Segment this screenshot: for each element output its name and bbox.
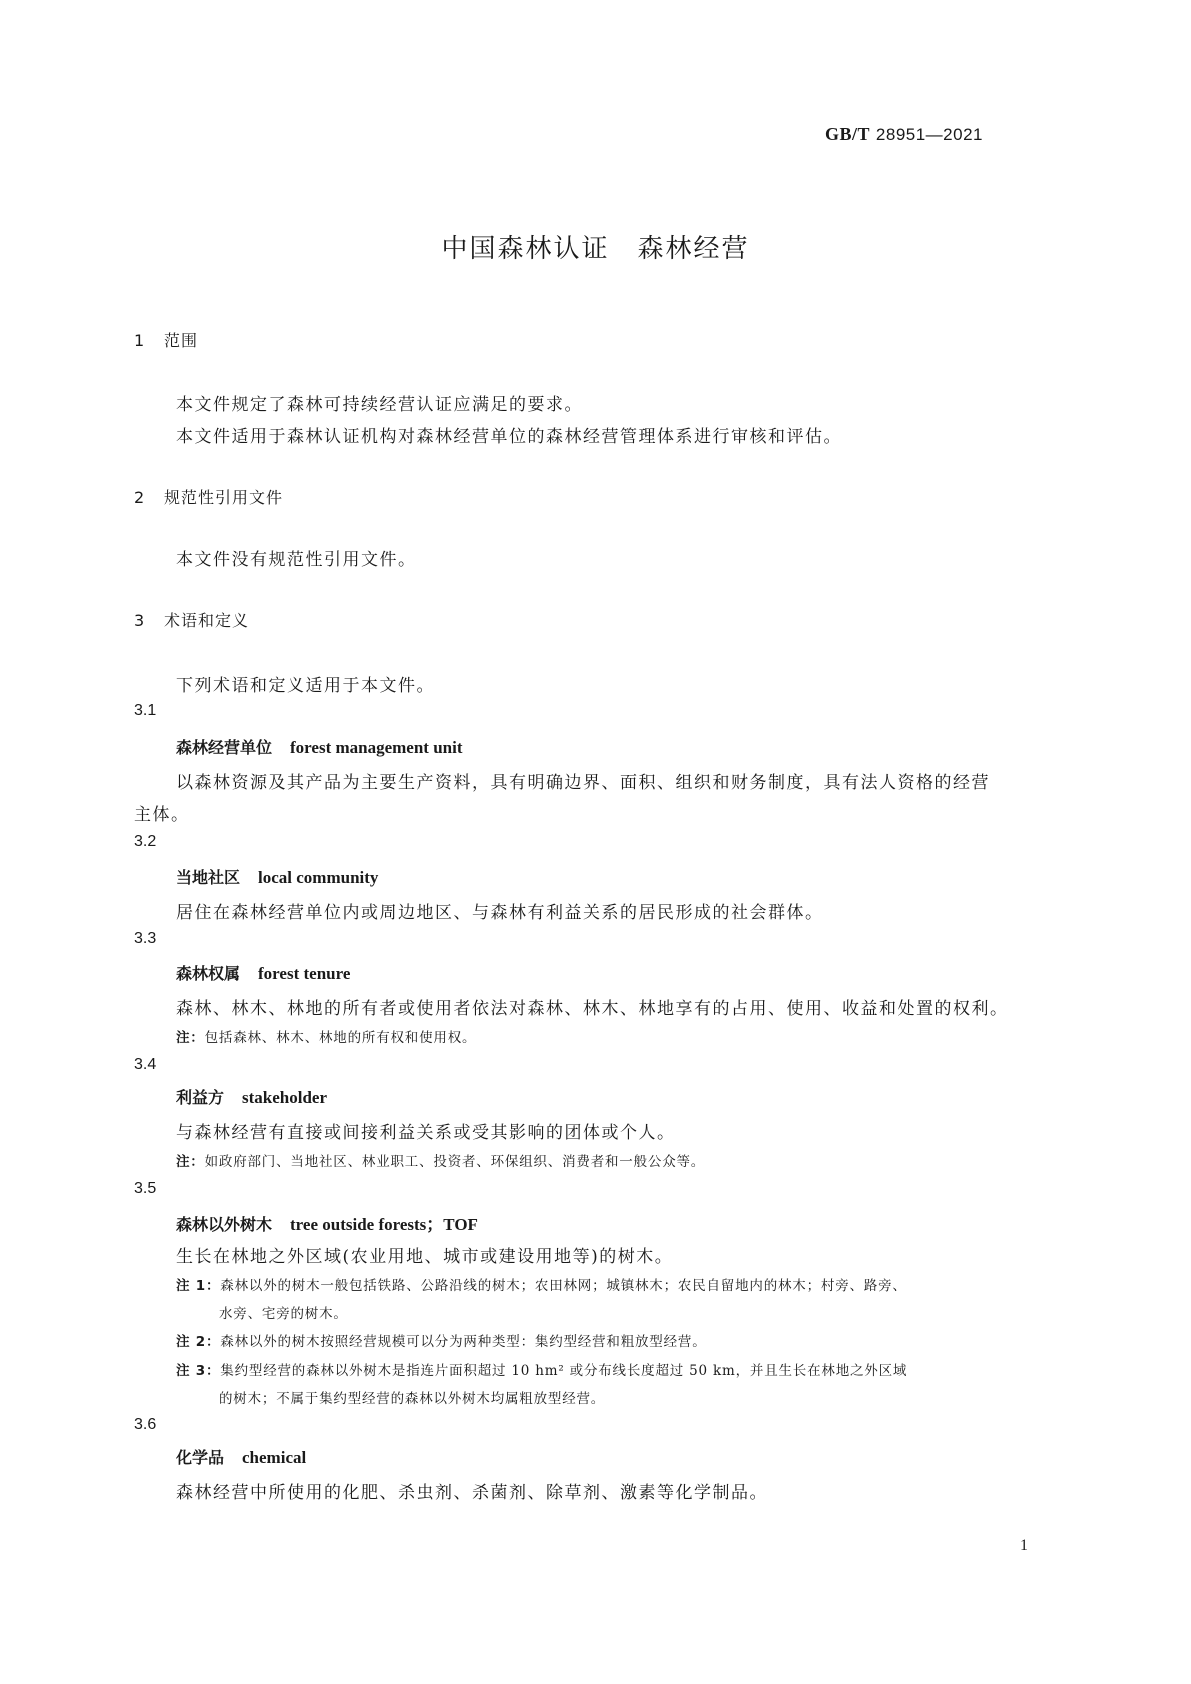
standard-prefix: GB/T [824,124,870,144]
clause-number: 3.5 [134,1180,157,1197]
paragraph: 下列术语和定义适用于本文件。 [176,676,435,696]
note-text: 森林以外的树木按照经营规模可以分为两种类型：集约型经营和粗放型经营。 [220,1334,707,1350]
document-title [0,228,1191,265]
note-text: 集约型经营的森林以外树木是指连片面积超过 10 hm² 或分布线长度超过 50 km，并且生长在林地之外区域 [220,1363,908,1379]
term-en: local community [258,868,379,887]
title-part-1: 中国森林认证 [441,234,610,264]
standard-code-header [825,124,983,145]
term-zh: 森林经营单位 [176,738,273,757]
clause-number: 3.2 [134,833,157,850]
note-1-continued: 水旁、宅旁的树木。 [219,1306,348,1322]
note-3 [176,1359,907,1379]
note-2 [176,1330,707,1350]
note-text: 如政府部门、当地社区、林业职工、投资者、环保组织、消费者和一般公众等。 [204,1154,706,1170]
term-heading [176,961,350,984]
term-en: stakeholder [242,1088,328,1107]
section-title: 术语和定义 [164,611,250,630]
note-label: 注 2： [176,1334,221,1350]
note [176,1026,476,1046]
term-definition: 森林经营中所使用的化肥、杀虫剂、杀菌剂、除草剂、激素等化学制品。 [176,1483,768,1503]
section-heading-2 [134,485,283,508]
term-definition: 森林、林木、林地的所有者或使用者依法对森林、林木、林地享有的占用、使用、收益和处置的权利。 [176,999,1009,1019]
clause-number: 3.3 [134,930,157,947]
term-heading [176,1445,306,1468]
term-en: tree outside forests；TOF [290,1215,478,1234]
clause-number: 3.6 [134,1416,157,1433]
paragraph: 本文件规定了森林可持续经营认证应满足的要求。 [176,395,583,415]
note-label: 注 1： [176,1278,221,1294]
note-label: 注 3： [176,1363,221,1379]
term-zh: 当地社区 [176,868,241,887]
section-title: 规范性引用文件 [164,488,284,507]
note-1 [176,1274,907,1294]
paragraph: 本文件适用于森林认证机构对森林经营单位的森林经营管理体系进行审核和评估。 [176,427,842,447]
term-definition: 居住在森林经营单位内或周边地区、与森林有利益关系的居民形成的社会群体。 [176,903,824,923]
title-part-2: 森林经营 [637,234,750,264]
clause-number: 3.4 [134,1056,157,1073]
term-definition-continued: 主体。 [134,805,190,825]
note-text: 包括森林、林木、林地的所有权和使用权。 [204,1030,477,1046]
section-number: 2 [134,488,146,507]
note-text: 森林以外的树木一般包括铁路、公路沿线的树木；农田林网；城镇林木；农民自留地内的林木；村旁、路旁、 [220,1278,907,1294]
note-label: 注： [176,1030,205,1046]
section-title: 范围 [164,331,199,350]
page-number: 1 [1020,1537,1028,1554]
term-heading [176,1210,478,1235]
note-3-continued: 的树木；不属于集约型经营的森林以外树木均属粗放型经营。 [219,1391,606,1407]
term-definition: 生长在林地之外区域(农业用地、城市或建设用地等)的树木。 [176,1247,674,1267]
section-number: 3 [134,611,146,630]
term-definition: 与森林经营有直接或间接利益关系或受其影响的团体或个人。 [176,1123,676,1143]
term-zh: 森林以外树木 [176,1215,273,1234]
section-heading-3 [134,608,249,631]
term-heading [176,735,463,758]
term-en: forest tenure [258,964,351,983]
section-heading-1 [134,328,198,351]
note-label: 注： [176,1154,205,1170]
standard-number: 28951—2021 [875,125,983,144]
term-definition: 以森林资源及其产品为主要生产资料，具有明确边界、面积、组织和财务制度，具有法人资格的经营 [176,773,990,793]
paragraph: 本文件没有规范性引用文件。 [176,550,417,570]
term-zh: 森林权属 [176,964,241,983]
note [176,1150,705,1170]
clause-number: 3.1 [134,702,157,719]
term-heading [176,865,378,888]
section-number: 1 [134,331,146,350]
term-en: chemical [242,1448,307,1467]
term-heading [176,1085,327,1108]
term-zh: 利益方 [176,1088,225,1107]
term-zh: 化学品 [176,1448,225,1467]
term-en: forest management unit [290,738,463,757]
